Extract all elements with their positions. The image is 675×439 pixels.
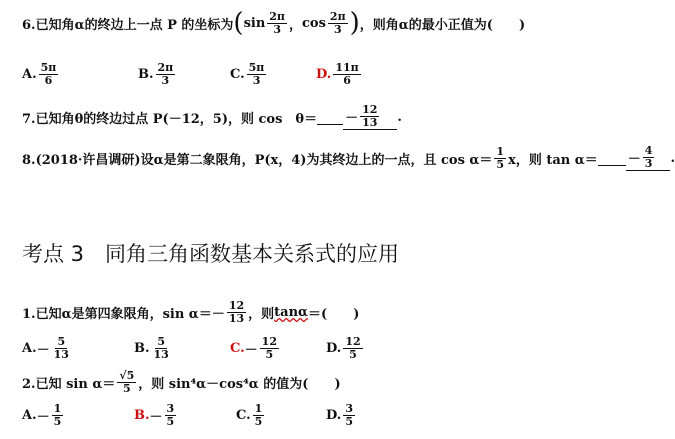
q7-answer: － $\frac{12}{13}$: [343, 104, 397, 130]
q6-prefix: 6.已知角α的终边上一点 P 的坐标为: [22, 17, 234, 33]
q1-option-a: A. － $\frac{5}{13}$: [22, 335, 69, 361]
left-paren: (: [233, 8, 244, 38]
q8-frac: $\frac{1}{5}$: [496, 144, 505, 171]
q6-suffix: ，则角α的最小正值为( ): [359, 17, 526, 33]
q8-answer: － $\frac{4}{3}$: [626, 145, 671, 171]
q1-option-b: B. $\frac{5}{13}$: [134, 335, 169, 361]
q1-frac: $\frac{12}{13}$: [228, 299, 245, 325]
q6-option-b: B. $\frac{2\pi}{3}$: [138, 61, 174, 87]
right-paren: ): [349, 8, 360, 38]
question-6-stem: 6.已知角α的终边上一点 P 的坐标为 ( sin $\frac{2\pi}{3}$ ， cos $\frac{2\pi}{3}$ ) ，则角α的最小正值为( ): [22, 8, 526, 38]
q2-option-b: B. － $\frac{3}{5}$: [134, 402, 175, 428]
q6-frac-2: $\frac{2\pi}{3}$: [329, 9, 346, 36]
q7-text: 7.已知角θ的终边过点 P(－12，5)，则 cos θ＝: [22, 111, 318, 127]
section-heading: 考点 3 同角三角函数基本关系式的应用: [22, 242, 400, 266]
q6-frac-1: $\frac{2\pi}{3}$: [269, 9, 285, 36]
q6-sin: sin: [243, 15, 266, 31]
q2-option-c: C. $\frac{1}{5}$: [236, 402, 263, 428]
question-7: 7.已知角θ的终边过点 P(－12，5)，则 cos θ＝ － $\frac{12}{13}$ .: [22, 103, 402, 129]
question-2: 2.已知 sin α＝ $\frac{√5}{5}$ ，则 sin⁴α－cos⁴α 的值为( ): [22, 369, 341, 395]
q6-option-d: D. $\frac{11\pi}{6}$: [316, 61, 359, 87]
q1-tan-term: tanα: [274, 305, 309, 320]
q1-answer-label: C.: [230, 341, 245, 356]
q1-option-c: C. － $\frac{12}{5}$: [230, 335, 277, 361]
q6-option-a: A. $\frac{5\pi}{6}$: [22, 61, 57, 87]
q2-answer-label: B.: [134, 408, 150, 423]
q2-frac: $\frac{√5}{5}$: [119, 369, 135, 395]
q1-option-d: D. $\frac{12}{5}$: [326, 335, 361, 361]
q2-option-d: D. $\frac{3}{5}$: [326, 402, 353, 428]
q2-option-a: A. － $\frac{1}{5}$: [22, 402, 62, 428]
question-1: 1.已知α是第四象限角，sin α＝－ $\frac{12}{13}$ ，则 tanα ＝( ): [22, 299, 360, 325]
q6-option-c: C. $\frac{5\pi}{3}$: [230, 61, 265, 87]
q6-cos: cos: [302, 15, 326, 31]
q8-text: 8.(2018·许昌调研)设α是第二象限角，P(x，4)为其终边上的一点，且 cos α＝: [22, 152, 493, 168]
question-8: 8.(2018·许昌调研)设α是第二象限角，P(x，4)为其终边上的一点，且 cos α＝ $\frac{1}{5}$ x，则 tan α＝ － $\frac{4}{3}$ .: [22, 144, 675, 171]
q6-answer-label: D.: [316, 67, 332, 82]
